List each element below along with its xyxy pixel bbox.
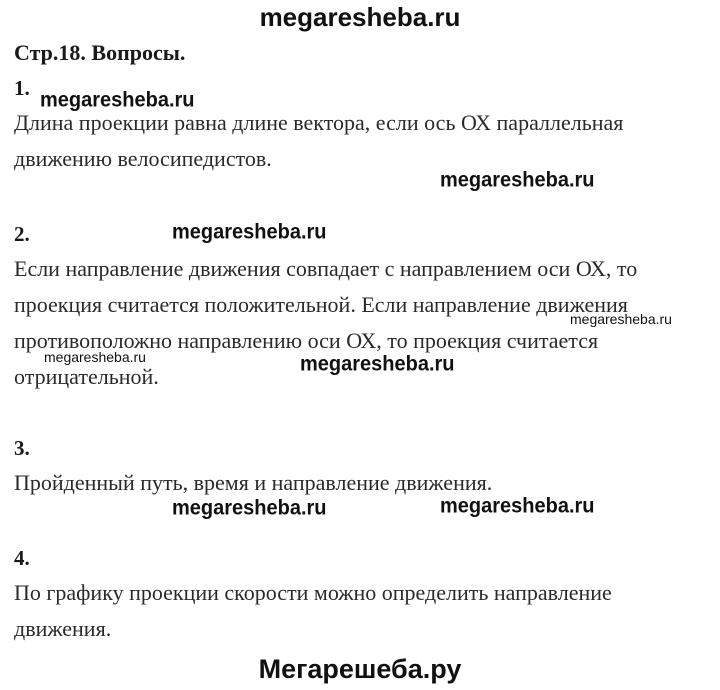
site-header: megaresheba.ru (259, 2, 461, 32)
answer-2-line-2: проекция считается положительной. Если направление движения (14, 292, 628, 317)
answer-number-2: 2. (14, 222, 30, 246)
watermark: megaresheba.ru (440, 494, 595, 518)
answer-1-line-2: движению велосипедистов. (14, 146, 272, 171)
answer-4-line-1: По графику проекции скорости можно определить направление (14, 580, 612, 605)
watermark-small: megaresheba.ru (570, 311, 672, 327)
answer-1-line-1: Длина проекции равна длине вектора, если ось ОХ параллельная (14, 110, 624, 135)
answer-number-3: 3. (14, 436, 30, 460)
site-footer: Мегарешеба.ру (258, 654, 462, 684)
answer-2-line-4: отрицательной. (14, 364, 159, 389)
answer-3-line-1: Пройденный путь, время и направление движения. (14, 470, 493, 495)
watermark-small: megaresheba.ru (44, 349, 146, 365)
answer-number-4: 4. (14, 546, 30, 570)
page-heading: Стр.18. Вопросы. (14, 40, 186, 65)
watermark: megaresheba.ru (172, 496, 327, 520)
answer-2-line-1: Если направление движения совпадает с направлением оси ОХ, то (14, 256, 638, 281)
watermark: megaresheba.ru (440, 168, 595, 192)
watermark: megaresheba.ru (300, 352, 455, 376)
answer-number-1: 1. (14, 76, 30, 100)
watermark: megaresheba.ru (172, 220, 327, 244)
answer-2-line-3: противоположно направлению оси ОХ, то проекция считается (14, 328, 599, 353)
watermark: megaresheba.ru (40, 88, 195, 112)
answer-4-line-2: движения. (14, 616, 112, 641)
